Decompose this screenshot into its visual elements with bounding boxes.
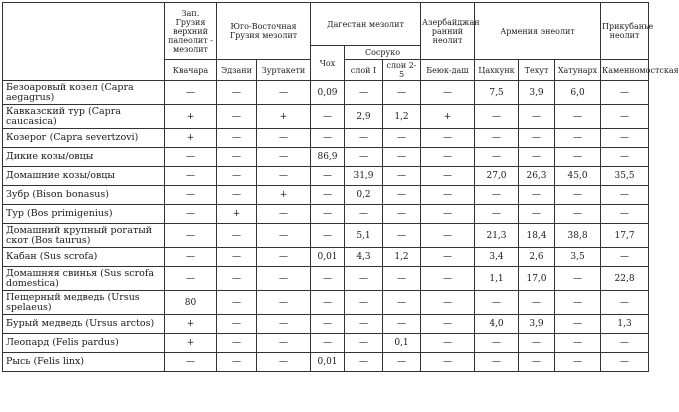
value-cell: — xyxy=(217,267,257,291)
value-cell: — xyxy=(257,334,311,353)
value-cell: — xyxy=(475,291,519,315)
value-cell: — xyxy=(519,353,555,372)
value-cell: — xyxy=(165,224,217,248)
value-cell: + xyxy=(165,334,217,353)
species-cell: Кабан (Sus scrofa) xyxy=(3,248,165,267)
value-cell: — xyxy=(383,315,421,334)
value-cell: 4,3 xyxy=(345,248,383,267)
value-cell: 45,0 xyxy=(555,167,601,186)
site-header-zurtaketi: Зуртакети xyxy=(257,60,311,81)
value-cell: — xyxy=(421,205,475,224)
group-header-kuban: Прикубанье неолит xyxy=(601,3,649,60)
value-cell: + xyxy=(217,205,257,224)
value-cell: — xyxy=(601,129,649,148)
value-cell: — xyxy=(257,267,311,291)
value-cell: — xyxy=(601,105,649,129)
species-cell: Леопард (Felis pardus) xyxy=(3,334,165,353)
species-cell: Зубр (Bison bonasus) xyxy=(3,186,165,205)
value-cell: 17,7 xyxy=(601,224,649,248)
value-cell: — xyxy=(311,334,345,353)
site-header-beyuk-dash: Беюк-даш xyxy=(421,60,475,81)
value-cell: — xyxy=(383,353,421,372)
value-cell: — xyxy=(421,129,475,148)
value-cell: + xyxy=(257,105,311,129)
species-cell: Домашние козы/овцы xyxy=(3,167,165,186)
value-cell: — xyxy=(165,205,217,224)
table-row xyxy=(3,105,649,129)
species-cell: Козерог (Capra severtzovi) xyxy=(3,129,165,148)
value-cell: — xyxy=(383,129,421,148)
value-cell: — xyxy=(345,205,383,224)
value-cell: — xyxy=(165,186,217,205)
value-cell: — xyxy=(257,167,311,186)
value-cell: — xyxy=(217,186,257,205)
value-cell: — xyxy=(345,129,383,148)
value-cell: — xyxy=(421,248,475,267)
value-cell: — xyxy=(165,167,217,186)
value-cell: 1,2 xyxy=(383,105,421,129)
value-cell: — xyxy=(421,315,475,334)
value-cell: — xyxy=(555,291,601,315)
table-row xyxy=(3,186,649,205)
group-header-se-georgia: Юго-Восточная Грузия мезолит xyxy=(217,3,311,60)
value-cell: 26,3 xyxy=(519,167,555,186)
value-cell: — xyxy=(165,353,217,372)
value-cell: + xyxy=(257,186,311,205)
value-cell: 2,9 xyxy=(345,105,383,129)
value-cell: — xyxy=(165,267,217,291)
value-cell: 1,1 xyxy=(475,267,519,291)
value-cell: — xyxy=(555,334,601,353)
value-cell: — xyxy=(165,81,217,105)
site-header-tsakhkunk: Цахкунк xyxy=(475,60,519,81)
value-cell: — xyxy=(383,291,421,315)
value-cell: — xyxy=(421,148,475,167)
value-cell: 1,3 xyxy=(601,315,649,334)
value-cell: — xyxy=(257,315,311,334)
value-cell: — xyxy=(601,248,649,267)
value-cell: — xyxy=(555,267,601,291)
value-cell: — xyxy=(345,267,383,291)
value-cell: — xyxy=(345,148,383,167)
table-row xyxy=(3,353,649,372)
table-row xyxy=(3,167,649,186)
value-cell: 3,5 xyxy=(555,248,601,267)
species-header xyxy=(3,3,165,81)
value-cell: — xyxy=(519,205,555,224)
value-cell: — xyxy=(601,291,649,315)
species-cell: Рысь (Felis linx) xyxy=(3,353,165,372)
value-cell: — xyxy=(555,148,601,167)
value-cell: — xyxy=(601,186,649,205)
site-header-kamennomostskaya: Каменномостская xyxy=(601,60,649,81)
value-cell: — xyxy=(217,291,257,315)
value-cell: 0,2 xyxy=(345,186,383,205)
value-cell: — xyxy=(519,334,555,353)
value-cell: 31,9 xyxy=(345,167,383,186)
value-cell: 2,6 xyxy=(519,248,555,267)
table-row xyxy=(3,148,649,167)
site-header-sosruko: Сосруко xyxy=(345,46,421,60)
value-cell: 3,9 xyxy=(519,81,555,105)
value-cell: 0,09 xyxy=(311,81,345,105)
value-cell: — xyxy=(383,167,421,186)
value-cell: — xyxy=(519,291,555,315)
table-row xyxy=(3,315,649,334)
species-cell: Кавказский тур (Capra caucasica) xyxy=(3,105,165,129)
species-cell: Домашняя свинья (Sus scrofa domestica) xyxy=(3,267,165,291)
value-cell: — xyxy=(475,129,519,148)
value-cell: — xyxy=(383,224,421,248)
value-cell: — xyxy=(519,105,555,129)
value-cell: — xyxy=(165,248,217,267)
value-cell: — xyxy=(519,148,555,167)
value-cell: — xyxy=(257,81,311,105)
value-cell: — xyxy=(555,129,601,148)
value-cell: — xyxy=(555,315,601,334)
value-cell: — xyxy=(345,81,383,105)
value-cell: — xyxy=(345,334,383,353)
value-cell: — xyxy=(217,353,257,372)
value-cell: — xyxy=(217,105,257,129)
site-header-choh: Чох xyxy=(311,46,345,81)
value-cell: — xyxy=(217,224,257,248)
value-cell: — xyxy=(311,105,345,129)
value-cell: — xyxy=(257,148,311,167)
value-cell: — xyxy=(217,248,257,267)
site-header-khatunarkh: Хатунарх xyxy=(555,60,601,81)
value-cell: 0,01 xyxy=(311,353,345,372)
value-cell: — xyxy=(311,205,345,224)
value-cell: 38,8 xyxy=(555,224,601,248)
value-cell: — xyxy=(311,129,345,148)
value-cell: — xyxy=(601,205,649,224)
value-cell: — xyxy=(345,353,383,372)
site-header-edzani: Эдзани xyxy=(217,60,257,81)
value-cell: 4,0 xyxy=(475,315,519,334)
table-body xyxy=(3,81,649,372)
value-cell: — xyxy=(345,291,383,315)
value-cell: 21,3 xyxy=(475,224,519,248)
value-cell: — xyxy=(421,353,475,372)
value-cell: — xyxy=(165,148,217,167)
group-header-w-georgia: Зап. Грузия верхний палеолит - мезолит xyxy=(165,3,217,60)
species-cell: Бурый медведь (Ursus arctos) xyxy=(3,315,165,334)
species-cell: Дикие козы/овцы xyxy=(3,148,165,167)
value-cell: — xyxy=(257,248,311,267)
value-cell: — xyxy=(421,224,475,248)
value-cell: — xyxy=(383,205,421,224)
table-row xyxy=(3,224,649,248)
value-cell: — xyxy=(475,148,519,167)
table-row xyxy=(3,334,649,353)
value-cell: — xyxy=(475,353,519,372)
value-cell: 6,0 xyxy=(555,81,601,105)
fauna-table-container xyxy=(2,2,679,372)
value-cell: + xyxy=(421,105,475,129)
fauna-table xyxy=(2,2,679,372)
value-cell: — xyxy=(257,205,311,224)
table-row xyxy=(3,267,649,291)
value-cell: — xyxy=(421,167,475,186)
table-row xyxy=(3,81,649,105)
value-cell: — xyxy=(555,205,601,224)
value-cell: — xyxy=(601,81,649,105)
value-cell: 35,5 xyxy=(601,167,649,186)
site-header-sosruko-layer1: слой I xyxy=(345,60,383,81)
table-header xyxy=(3,3,679,81)
value-cell: — xyxy=(555,105,601,129)
value-cell: 3,9 xyxy=(519,315,555,334)
value-cell: 17,0 xyxy=(519,267,555,291)
value-cell: — xyxy=(311,291,345,315)
site-header-sosruko-layers2-5: слои 2-5 xyxy=(383,60,421,81)
group-header-dagestan: Дагестан мезолит xyxy=(311,3,421,46)
value-cell: — xyxy=(555,353,601,372)
value-cell: — xyxy=(421,267,475,291)
table-row xyxy=(3,129,649,148)
value-cell: — xyxy=(421,334,475,353)
value-cell: — xyxy=(311,224,345,248)
value-cell: — xyxy=(421,186,475,205)
value-cell: + xyxy=(165,129,217,148)
value-cell: — xyxy=(383,267,421,291)
group-header-armenia: Армения энеолит xyxy=(475,3,601,60)
value-cell: — xyxy=(383,148,421,167)
value-cell: 80 xyxy=(165,291,217,315)
value-cell: — xyxy=(217,167,257,186)
value-cell: — xyxy=(601,334,649,353)
value-cell: — xyxy=(311,267,345,291)
value-cell: 18,4 xyxy=(519,224,555,248)
value-cell: — xyxy=(311,186,345,205)
site-header-tekhut: Техут xyxy=(519,60,555,81)
value-cell: 27,0 xyxy=(475,167,519,186)
value-cell: — xyxy=(475,205,519,224)
value-cell: 1,2 xyxy=(383,248,421,267)
value-cell: — xyxy=(421,81,475,105)
value-cell: + xyxy=(165,315,217,334)
value-cell: — xyxy=(555,186,601,205)
value-cell: + xyxy=(165,105,217,129)
value-cell: 0,1 xyxy=(383,334,421,353)
table-row xyxy=(3,291,649,315)
value-cell: — xyxy=(217,148,257,167)
value-cell: — xyxy=(257,353,311,372)
value-cell: 0,01 xyxy=(311,248,345,267)
value-cell: — xyxy=(475,105,519,129)
value-cell: — xyxy=(311,167,345,186)
value-cell: — xyxy=(217,315,257,334)
value-cell: — xyxy=(475,334,519,353)
species-cell: Домашний крупный рогатый скот (Bos taurus) xyxy=(3,224,165,248)
value-cell: — xyxy=(345,315,383,334)
value-cell: — xyxy=(257,291,311,315)
table-row xyxy=(3,248,649,267)
value-cell: — xyxy=(383,186,421,205)
value-cell: — xyxy=(475,186,519,205)
table-row xyxy=(3,205,649,224)
value-cell: — xyxy=(421,291,475,315)
species-cell: Тур (Bos primigenius) xyxy=(3,205,165,224)
value-cell: 5,1 xyxy=(345,224,383,248)
value-cell: — xyxy=(217,81,257,105)
value-cell: — xyxy=(217,334,257,353)
value-cell: — xyxy=(257,224,311,248)
value-cell: — xyxy=(311,315,345,334)
group-header-azerbaijan: Азербайджан ранний неолит xyxy=(421,3,475,60)
value-cell: — xyxy=(383,81,421,105)
value-cell: 7,5 xyxy=(475,81,519,105)
value-cell: — xyxy=(519,129,555,148)
species-cell: Пещерный медведь (Ursus spelaeus) xyxy=(3,291,165,315)
value-cell: 3,4 xyxy=(475,248,519,267)
value-cell: 86,9 xyxy=(311,148,345,167)
site-header-kvachara: Квачара xyxy=(165,60,217,81)
value-cell: — xyxy=(601,148,649,167)
value-cell: — xyxy=(601,353,649,372)
value-cell: — xyxy=(257,129,311,148)
value-cell: 22,8 xyxy=(601,267,649,291)
value-cell: — xyxy=(217,129,257,148)
species-cell: Безоаровый козел (Capra aegagrus) xyxy=(3,81,165,105)
value-cell: — xyxy=(519,186,555,205)
